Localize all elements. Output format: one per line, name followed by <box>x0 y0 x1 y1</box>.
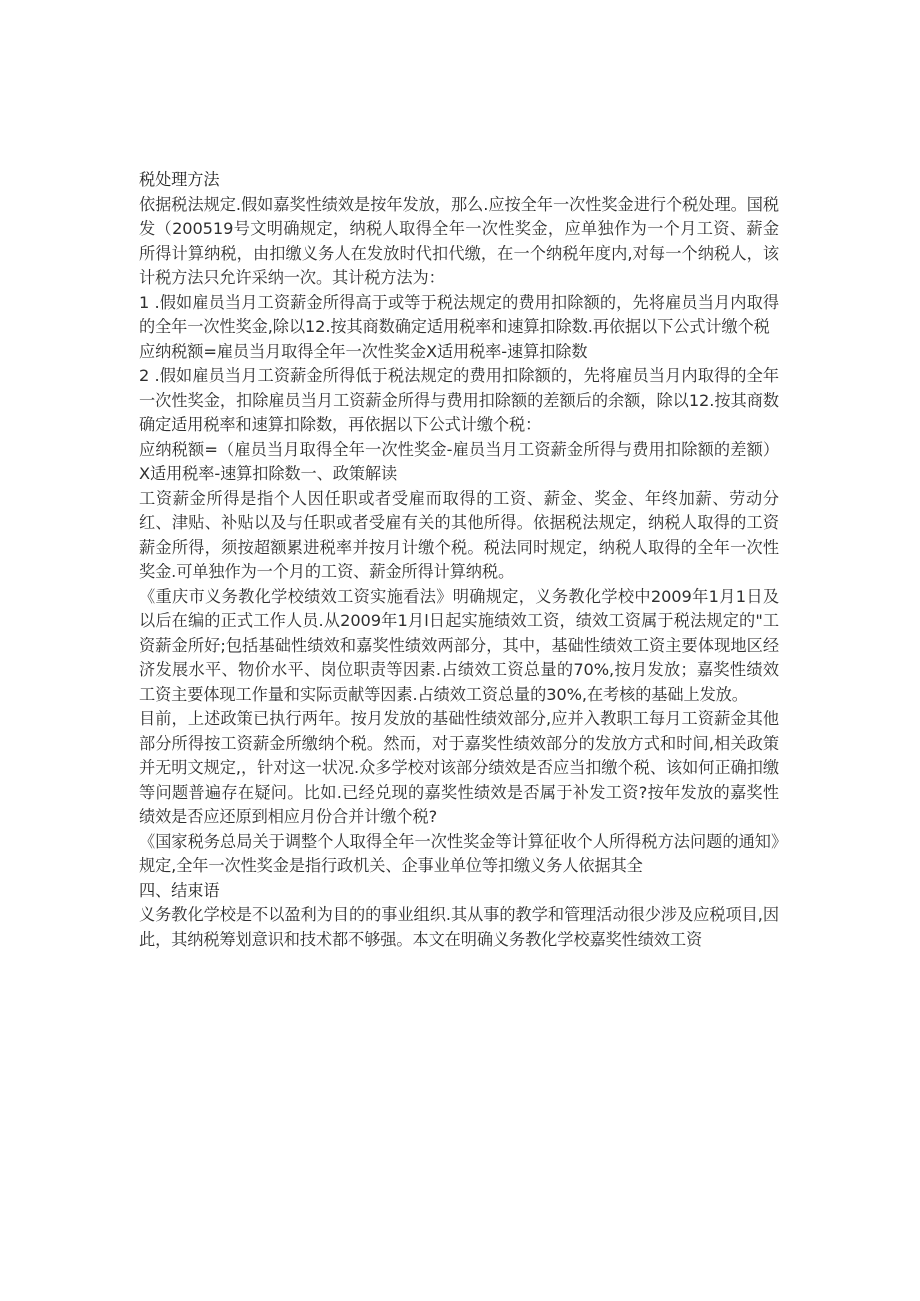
section-heading-tax-method: 税处理方法 <box>139 170 220 189</box>
paragraph-method-1: 1 .假如雇员当月工资薪金所得高于或等于税法规定的费用扣除额的，先将雇员当月内取得的全年一次性奖金,除以12.按其商数确定适用税率和速算扣除数.再依据以下公式计缴个税 <box>139 292 779 336</box>
paragraph-chongqing-policy: 《重庆市义务教化学校绩效工资实施看法》明确规定，义务教化学校中2009年1月1日及以后在编的正式工作人员.从2009年1月l日起实施绩效工资，绩效工资属于税法规定的"工资薪金所好;包括基础性绩效和嘉奖性绩效两部分，其中，基础性绩效工资主要体现地区经济发展水平、物价水平、岗位职责等因素.占绩效工资总量的70%,按月发放；嘉奖性绩效工资主要体现工作量和实际贡献等因素.占绩效工资总量的30%,在考核的基础上发放。 <box>139 586 779 704</box>
paragraph-tax-law-basis: 依据税法规定.假如嘉奖性绩效是按年发放，那么.应按全年一次性奖金进行个税处理。国税发（200519号文明确规定，纳税人取得全年一次性奖金，应单独作为一个月工资、薪金所得计算纳税，由扣缴义务人在发放时代扣代缴，在一个纳税年度内,对每一个纳税人，该计税方法只允许采纳一次。其计税方法为： <box>139 194 779 287</box>
paragraph-sat-notice: 《国家税务总局关于调整个人取得全年一次性奖金等计算征收个人所得税方法问题的通知》规定,全年一次性奖金是指行政机关、企事业单位等扣缴义务人依据其全 <box>139 831 779 875</box>
paragraph-salary-income: 工资薪金所得是指个人因任职或者受雇而取得的工资、薪金、奖金、年终加薪、劳动分红、津贴、补贴以及与任职或者受雇有关的其他所得。依据税法规定，纳税人取得的工资薪金所得，须按超额累进税率并按月计缴个税。税法同时规定，纳税人取得的全年一次性奖金.可单独作为一个月的工资、薪金所得计算纳税。 <box>139 488 779 581</box>
paragraph-conclusion: 义务教化学校是不以盈利为目的的事业组织.其从事的教学和管理活动很少涉及应税项目,因此，其纳税筹划意识和技术都不够强。本文在明确义务教化学校嘉奖性绩效工资 <box>139 905 779 949</box>
document-body <box>139 168 779 952</box>
formula-2: 应纳税额=（雇员当月取得全年一次性奖金-雇员当月工资薪金所得与费用扣除额的差额）X适用税率-速算扣除数一、政策解读 <box>139 439 779 483</box>
paragraph-method-2: 2 .假如雇员当月工资薪金所得低于税法规定的费用扣除额的，先将雇员当月内取得的全年一次性奖金，扣除雇员当月工资薪金所得与费用扣除额的差额后的余额，除以12.按其商数确定适用税率和速算扣除数，再依据以下公式计缴个税： <box>139 366 779 434</box>
paragraph-current-status: 目前，上述政策已执行两年。按月发放的基础性绩效部分,应并入教职工每月工资薪金其他部分所得按工资薪金所缴纳个税。然而，对于嘉奖性绩效部分的发放方式和时间,相关政策并无明文规定,，针对这一状况.众多学校对该部分绩效是否应当扣缴个税、该如何正确扣缴等问题普遍存在疑问。比如.已经兑现的嘉奖性绩效是否属于补发工资?按年发放的嘉奖性绩效是否应还原到相应月份合并计缴个税? <box>139 709 779 826</box>
section-heading-conclusion: 四、结束语 <box>139 880 220 900</box>
formula-1: 应纳税额=雇员当月取得全年一次性奖金X适用税率-速算扣除数 <box>139 341 588 361</box>
